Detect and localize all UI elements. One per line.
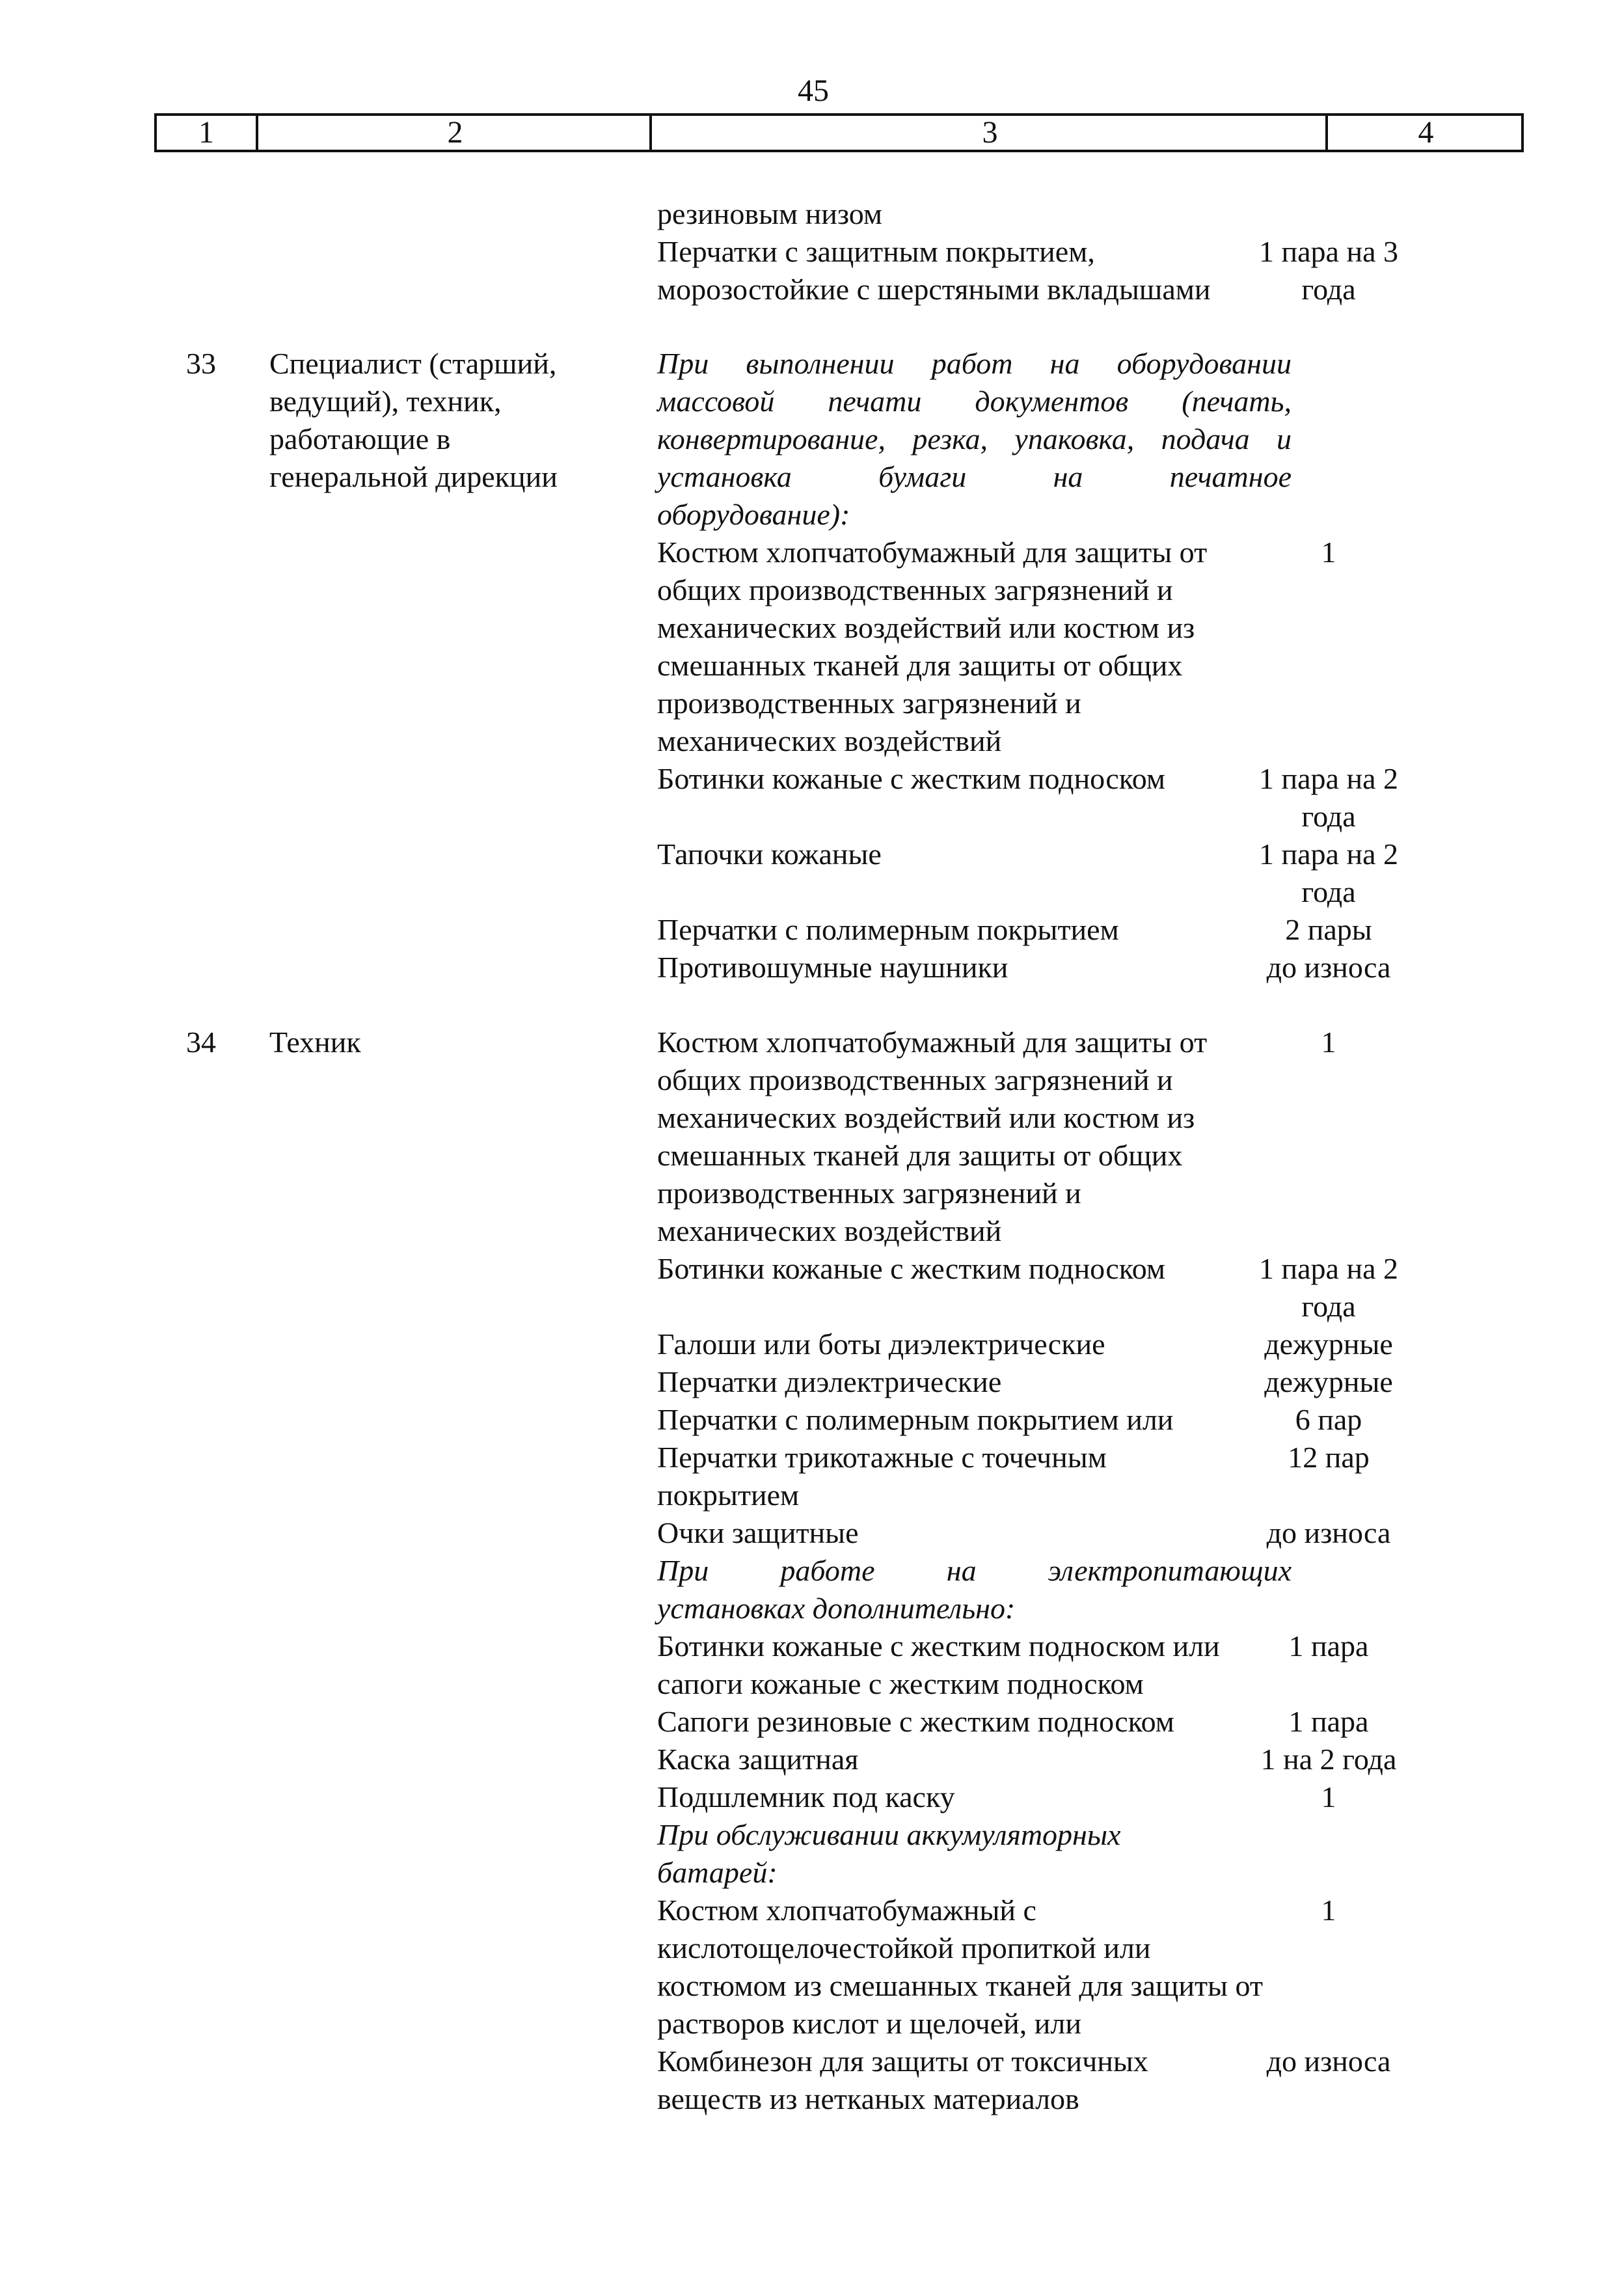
- row-34-dielectric-gloves-qty: дежурные: [1264, 1365, 1393, 1398]
- row-34-power-condition-line: При работе на электропитающих: [657, 1554, 1292, 1587]
- row-33-suit-line: механических воздействий: [657, 724, 1002, 757]
- row-33-slippers-qty1: 1 пара на 2: [1259, 837, 1398, 871]
- row-34-suit-line: производственных загрязнений и: [657, 1176, 1081, 1210]
- row-34-boots2-line: сапоги кожаные с жестким подноском: [657, 1667, 1144, 1700]
- row-33-suit-line: общих производственных загрязнений и: [657, 573, 1173, 606]
- row-34-dielectric-gloves: Перчатки диэлектрические: [657, 1365, 1002, 1398]
- row-34-rubber-boots: Сапоги резиновые с жестким подноском: [657, 1705, 1174, 1738]
- row-33-slippers: Тапочки кожаные: [657, 837, 882, 871]
- row-34-suit-line: механических воздействий: [657, 1214, 1002, 1247]
- row-34-acid-suit-line: кислотощелочестойкой пропиткой или: [657, 1931, 1151, 1964]
- row-34-role: Техник: [269, 1026, 361, 1059]
- row-34-helmet-liner-qty: 1: [1321, 1780, 1336, 1813]
- row-33-condition-line: массовой печати документов (печать,: [657, 385, 1292, 418]
- row-34-overall-line: веществ из нетканых материалов: [657, 2082, 1079, 2115]
- row-33-suit-line: Костюм хлопчатобумажный для защиты от: [657, 536, 1208, 569]
- row-33-role-line: работающие в: [269, 422, 451, 455]
- row-34-suit-qty: 1: [1321, 1026, 1336, 1059]
- row-33-polymer-gloves: Перчатки с полимерным покрытием: [657, 913, 1119, 946]
- header-col-1: 1: [198, 115, 214, 150]
- row-34-boots: Ботинки кожаные с жестким подноском: [657, 1252, 1165, 1285]
- row-33-role-line: генеральной дирекции: [269, 460, 558, 493]
- row-33-suit-qty: 1: [1321, 536, 1336, 569]
- row-34-goggles: Очки защитные: [657, 1516, 859, 1549]
- header-col-2: 2: [256, 116, 652, 150]
- cont-gloves-qty1: 1 пара на 3: [1259, 235, 1398, 268]
- row-33-boots-qty2: года: [1301, 800, 1356, 833]
- row-34-boots2-line: Ботинки кожаные с жестким подноском или: [657, 1629, 1220, 1663]
- row-34-helmet-qty: 1 на 2 года: [1260, 1743, 1397, 1776]
- row-34-knit-gloves-line2: покрытием: [657, 1478, 800, 1512]
- row-33-suit-line: механических воздействий или костюм из: [657, 611, 1195, 644]
- row-34-acid-suit-line: Костюм хлопчатобумажный с: [657, 1894, 1036, 1927]
- cont-gloves-qty2: года: [1301, 273, 1356, 306]
- row-33-role-line: Специалист (старший,: [269, 347, 557, 380]
- row-33-condition-line: установка бумаги на печатное: [657, 460, 1292, 493]
- row-33-slippers-qty2: года: [1301, 875, 1356, 908]
- row-34-acid-suit-line: костюмом из смешанных тканей для защиты от: [657, 1969, 1263, 2002]
- row-34-boots-qty1: 1 пара на 2: [1259, 1252, 1398, 1285]
- row-34-boots-qty2: года: [1301, 1290, 1356, 1323]
- row-34-battery-condition-line: При обслуживании аккумуляторных: [657, 1818, 1121, 1851]
- row-34-galoshes: Галоши или боты диэлектрические: [657, 1327, 1105, 1361]
- row-34-acid-suit-line: растворов кислот и щелочей, или: [657, 2007, 1081, 2040]
- row-34-battery-condition-line: батарей:: [657, 1856, 778, 1889]
- row-34-suit-line: общих производственных загрязнений и: [657, 1063, 1173, 1096]
- row-34-knit-gloves-line1: Перчатки трикотажные с точечным: [657, 1441, 1107, 1474]
- row-34-acid-suit-qty: 1: [1321, 1894, 1336, 1927]
- cont-item-line: резиновым низом: [657, 197, 882, 230]
- row-33-condition-line: конвертирование, резка, упаковка, подача и: [657, 422, 1292, 455]
- row-34-polymer-gloves: Перчатки с полимерным покрытием или: [657, 1403, 1174, 1436]
- cont-gloves-line1: Перчатки с защитным покрытием,: [657, 235, 1095, 268]
- row-33-earmuffs: Противошумные наушники: [657, 951, 1008, 984]
- row-33-earmuffs-qty: до износа: [1266, 951, 1391, 984]
- row-34-suit-line: смешанных тканей для защиты от общих: [657, 1139, 1183, 1172]
- row-34-suit-line: механических воздействий или костюм из: [657, 1101, 1195, 1134]
- row-33-suit-line: производственных загрязнений и: [657, 686, 1081, 720]
- row-33-condition-line: При выполнении работ на оборудовании: [657, 347, 1292, 380]
- page-number: 45: [798, 74, 829, 108]
- row-34-polymer-gloves-qty: 6 пар: [1295, 1403, 1362, 1436]
- row-34-power-condition-line: установках дополнительно:: [657, 1592, 1016, 1625]
- header-col-4: 4: [1325, 116, 1524, 150]
- row-33-boots-qty1: 1 пара на 2: [1259, 762, 1398, 795]
- row-33-polymer-gloves-qty: 2 пары: [1285, 913, 1372, 946]
- cont-gloves-line2: морозостойкие с шерстяными вкладышами: [657, 273, 1211, 306]
- row-34-helmet: Каска защитная: [657, 1743, 859, 1776]
- table-header-row: [154, 113, 1524, 152]
- row-34-knit-gloves-qty: 12 пар: [1288, 1441, 1370, 1474]
- row-33-boots: Ботинки кожаные с жестким подноском: [657, 762, 1165, 795]
- row-34-overall-qty: до износа: [1266, 2044, 1391, 2078]
- row-34-number: 34: [186, 1026, 216, 1059]
- row-33-number: 33: [186, 347, 216, 380]
- header-col-3: 3: [649, 116, 1328, 150]
- row-33-suit-line: смешанных тканей для защиты от общих: [657, 649, 1183, 682]
- row-33-condition-line: оборудование):: [657, 498, 850, 531]
- row-34-galoshes-qty: дежурные: [1264, 1327, 1393, 1361]
- row-34-boots2-qty: 1 пара: [1288, 1629, 1369, 1663]
- row-34-rubber-boots-qty: 1 пара: [1288, 1705, 1369, 1738]
- row-33-role-line: ведущий), техник,: [269, 385, 502, 418]
- row-34-helmet-liner: Подшлемник под каску: [657, 1780, 955, 1813]
- row-34-goggles-qty: до износа: [1266, 1516, 1391, 1549]
- row-34-suit-line: Костюм хлопчатобумажный для защиты от: [657, 1026, 1208, 1059]
- row-34-overall-line: Комбинезон для защиты от токсичных: [657, 2044, 1148, 2078]
